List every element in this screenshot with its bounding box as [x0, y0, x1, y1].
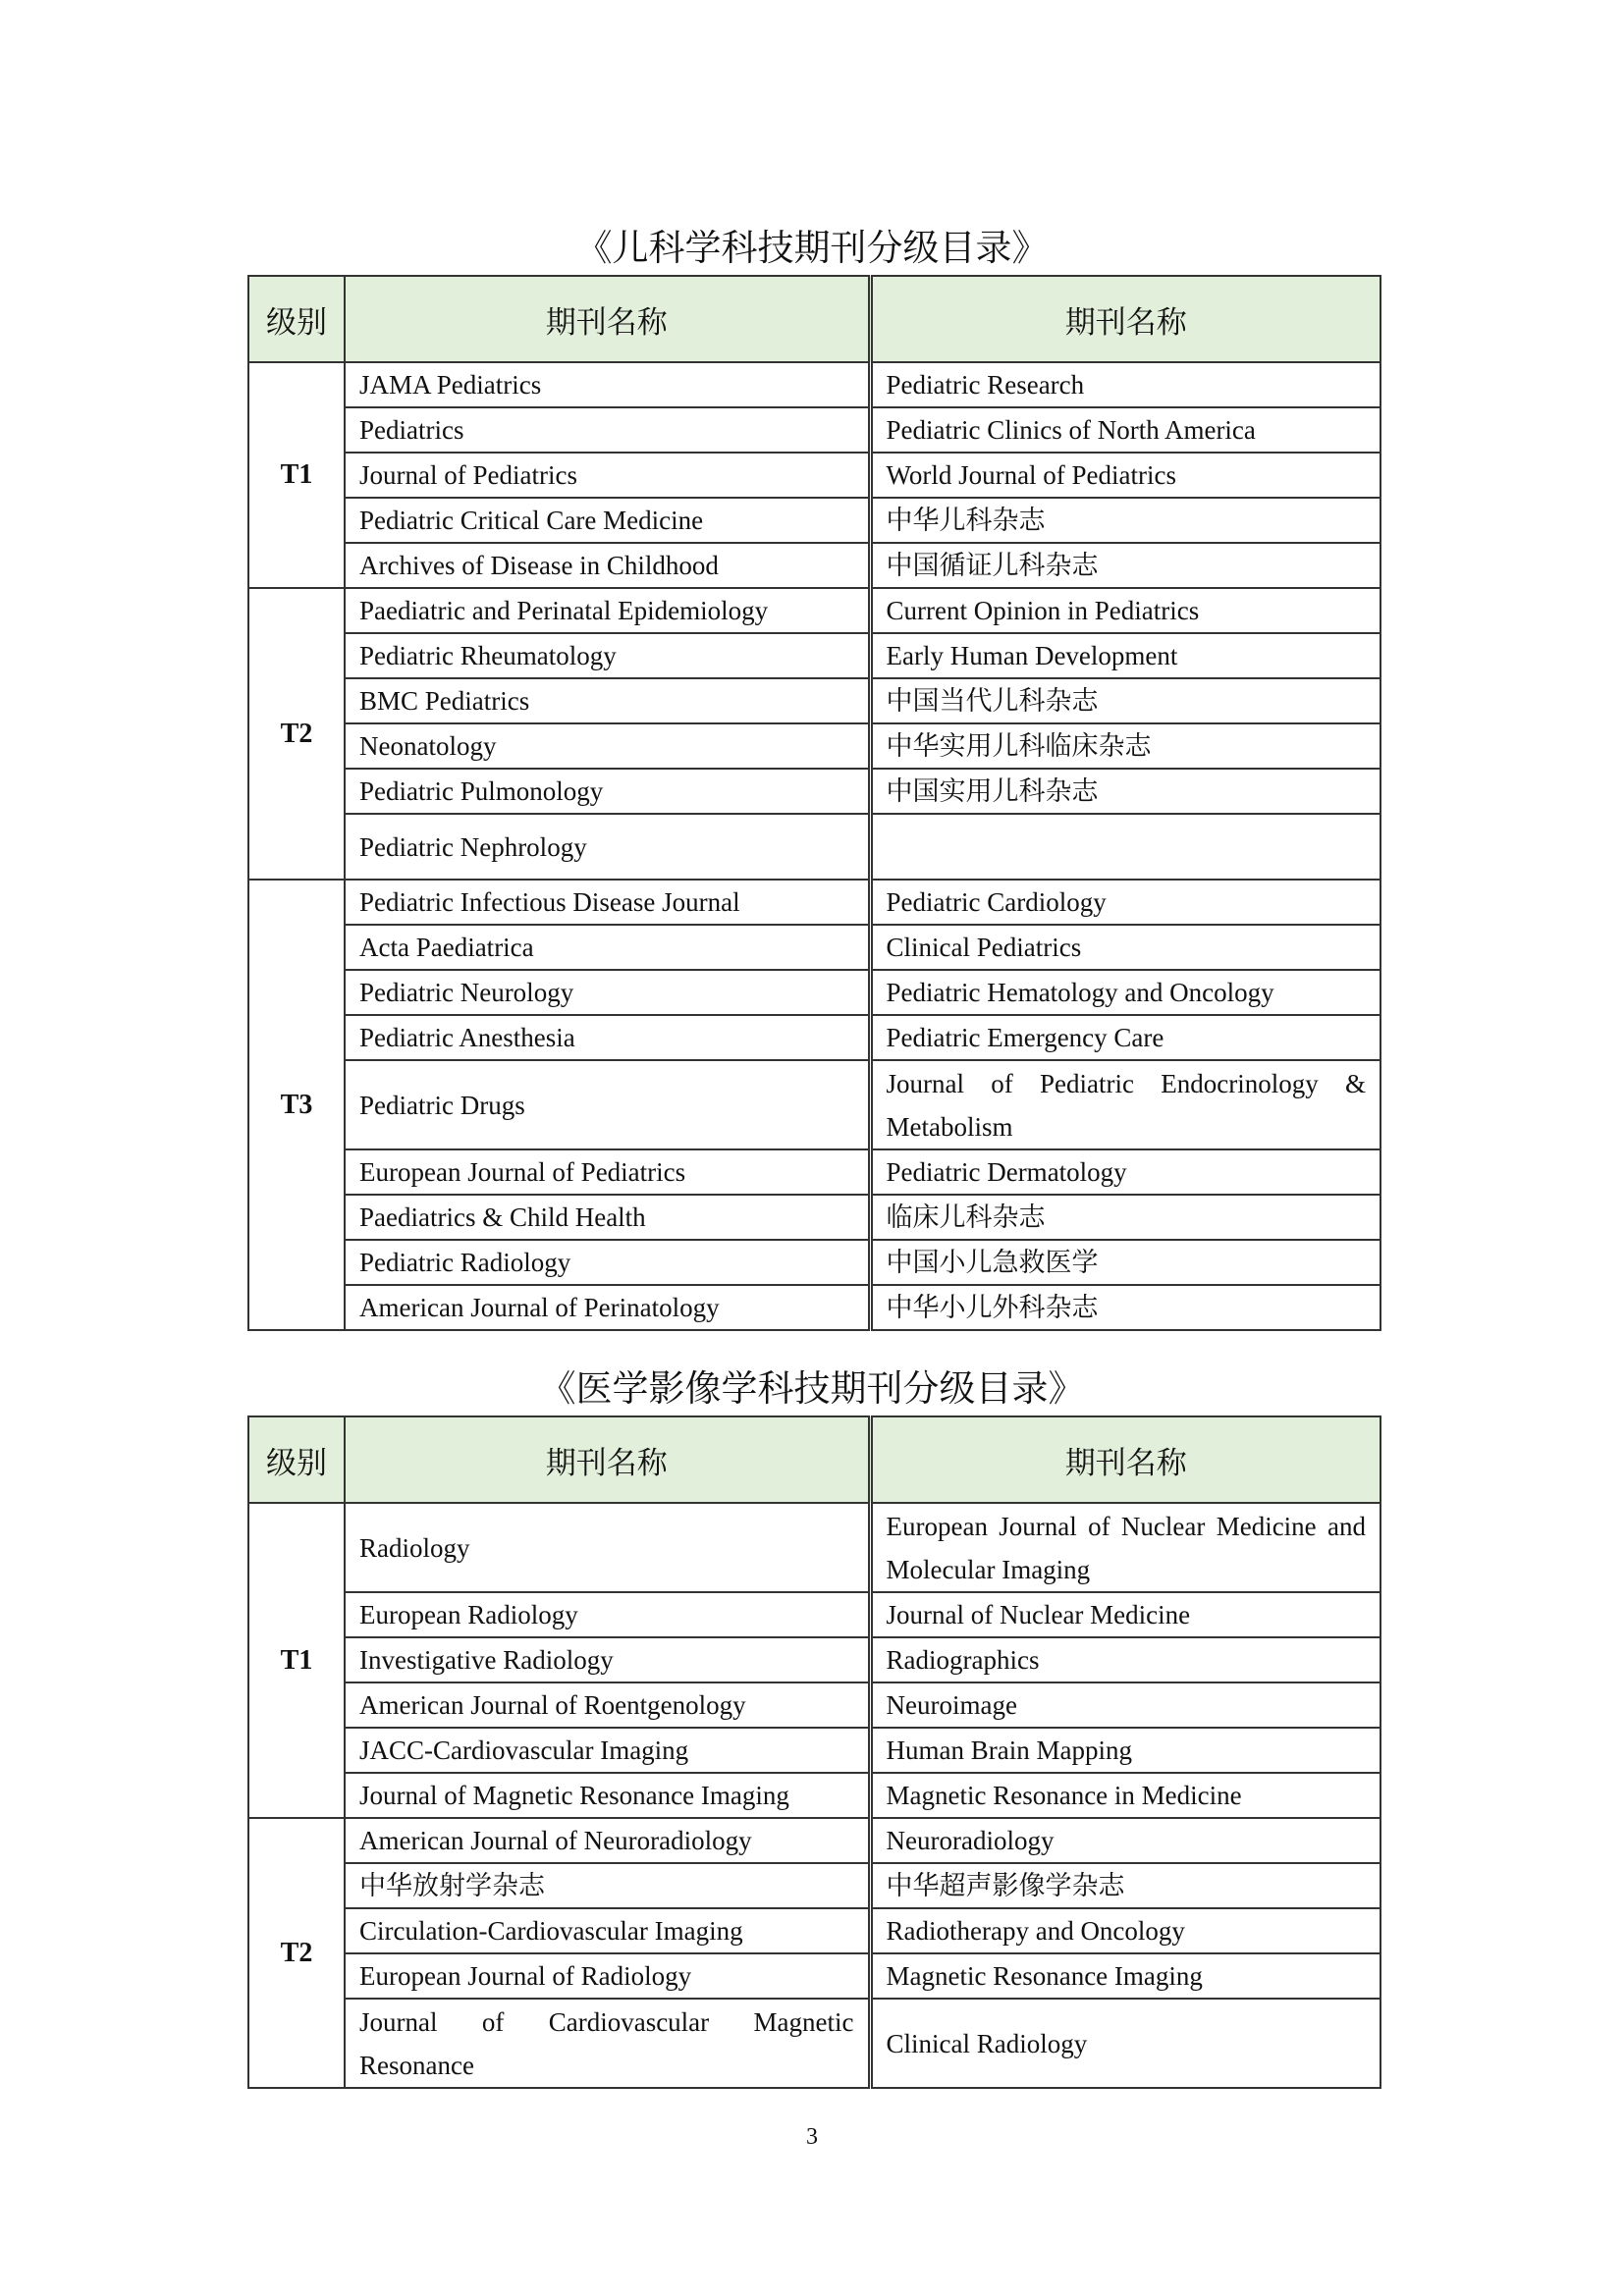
tier-label: T1 — [248, 1503, 345, 1818]
tier-label: T2 — [248, 588, 345, 880]
journal-cell: Neuroimage — [870, 1682, 1380, 1728]
section-title-medical-imaging: 《医学影像学科技期刊分级目录》 — [539, 1367, 1085, 1410]
journal-cell: Pediatric Cardiology — [870, 880, 1380, 925]
tier-label: T2 — [248, 1818, 345, 2088]
journal-cell: Pediatric Research — [870, 362, 1380, 407]
table-row — [248, 1728, 1380, 1773]
journal-cell: European Journal of Nuclear Medicine and Molecular Imaging — [870, 1503, 1380, 1592]
journal-cell: Pediatric Rheumatology — [345, 633, 870, 678]
journal-cell: American Journal of Perinatology — [345, 1285, 870, 1330]
table-row — [248, 925, 1380, 970]
journal-cell: Pediatric Clinics of North America — [870, 407, 1380, 453]
journal-cell: Pediatric Infectious Disease Journal — [345, 880, 870, 925]
journal-cell: Investigative Radiology — [345, 1637, 870, 1682]
journal-cell: Neuroradiology — [870, 1818, 1380, 1863]
table-row — [248, 814, 1380, 880]
journal-cell: Radiology — [345, 1503, 870, 1592]
table-row — [248, 407, 1380, 453]
journal-cell: Pediatric Emergency Care — [870, 1015, 1380, 1060]
journal-cell: Paediatric and Perinatal Epidemiology — [345, 588, 870, 633]
journal-cell: Pediatric Critical Care Medicine — [345, 498, 870, 543]
table-row — [248, 1818, 1380, 1863]
journal-cell: Clinical Radiology — [870, 1999, 1380, 2088]
journal-cell: Journal of Pediatric Endocrinology & Metabolism — [870, 1060, 1380, 1149]
journal-cell: 中华小儿外科杂志 — [870, 1285, 1380, 1330]
journal-cell: 中华放射学杂志 — [345, 1863, 870, 1908]
header-journal-name: 期刊名称 — [870, 1416, 1380, 1503]
page-number: 3 — [806, 2124, 818, 2150]
pediatrics-journal-table — [247, 275, 1381, 1331]
table-row — [248, 633, 1380, 678]
journal-cell: Radiotherapy and Oncology — [870, 1908, 1380, 1953]
journal-cell: 中国循证儿科杂志 — [870, 543, 1380, 588]
table-row — [248, 723, 1380, 769]
table-row — [248, 1637, 1380, 1682]
journal-cell: Pediatric Pulmonology — [345, 769, 870, 814]
journal-cell: Early Human Development — [870, 633, 1380, 678]
table-row — [248, 1908, 1380, 1953]
journal-cell: Magnetic Resonance in Medicine — [870, 1773, 1380, 1818]
table-row — [248, 1682, 1380, 1728]
journal-cell: Journal of Nuclear Medicine — [870, 1592, 1380, 1637]
journal-cell: American Journal of Neuroradiology — [345, 1818, 870, 1863]
journal-cell: Magnetic Resonance Imaging — [870, 1953, 1380, 1999]
medical-imaging-journal-table — [247, 1415, 1381, 2089]
section-title-pediatrics: 《儿科学科技期刊分级目录》 — [575, 227, 1049, 269]
journal-cell: 中国小儿急救医学 — [870, 1240, 1380, 1285]
tier-label: T3 — [248, 880, 345, 1330]
journal-cell: Journal of Magnetic Resonance Imaging — [345, 1773, 870, 1818]
header-level: 级别 — [248, 1416, 345, 1503]
journal-cell — [870, 814, 1380, 880]
table-header-row — [248, 1416, 1380, 1503]
table-header-row — [248, 276, 1380, 362]
journal-cell: Pediatric Hematology and Oncology — [870, 970, 1380, 1015]
table-row — [248, 1863, 1380, 1908]
journal-cell: World Journal of Pediatrics — [870, 453, 1380, 498]
table-row — [248, 1503, 1380, 1592]
table-row — [248, 1999, 1380, 2088]
table-row — [248, 678, 1380, 723]
journal-cell: European Journal of Pediatrics — [345, 1149, 870, 1195]
journal-cell: Pediatric Dermatology — [870, 1149, 1380, 1195]
journal-cell: American Journal of Roentgenology — [345, 1682, 870, 1728]
table-row — [248, 1195, 1380, 1240]
table-row — [248, 1953, 1380, 1999]
header-journal-name: 期刊名称 — [345, 1416, 870, 1503]
table-row — [248, 498, 1380, 543]
table-row — [248, 769, 1380, 814]
table-row — [248, 1285, 1380, 1330]
table-row — [248, 1060, 1380, 1149]
journal-cell: European Journal of Radiology — [345, 1953, 870, 1999]
journal-cell: 临床儿科杂志 — [870, 1195, 1380, 1240]
header-level: 级别 — [248, 276, 345, 362]
table-row — [248, 970, 1380, 1015]
journal-cell: Journal of Pediatrics — [345, 453, 870, 498]
journal-cell: Acta Paediatrica — [345, 925, 870, 970]
journal-cell: Pediatric Neurology — [345, 970, 870, 1015]
journal-cell: Neonatology — [345, 723, 870, 769]
journal-cell: BMC Pediatrics — [345, 678, 870, 723]
table-row — [248, 1240, 1380, 1285]
table-row — [248, 880, 1380, 925]
journal-cell: Pediatric Drugs — [345, 1060, 870, 1149]
journal-cell: Current Opinion in Pediatrics — [870, 588, 1380, 633]
journal-cell: Circulation-Cardiovascular Imaging — [345, 1908, 870, 1953]
journal-cell: 中国实用儿科杂志 — [870, 769, 1380, 814]
journal-cell: Pediatric Anesthesia — [345, 1015, 870, 1060]
journal-cell: Human Brain Mapping — [870, 1728, 1380, 1773]
journal-cell: Clinical Pediatrics — [870, 925, 1380, 970]
journal-cell: 中华超声影像学杂志 — [870, 1863, 1380, 1908]
table-row — [248, 1015, 1380, 1060]
table-row — [248, 588, 1380, 633]
journal-cell: Pediatrics — [345, 407, 870, 453]
journal-cell: European Radiology — [345, 1592, 870, 1637]
header-journal-name: 期刊名称 — [870, 276, 1380, 362]
journal-cell: 中华实用儿科临床杂志 — [870, 723, 1380, 769]
journal-cell: Archives of Disease in Childhood — [345, 543, 870, 588]
journal-cell: Paediatrics & Child Health — [345, 1195, 870, 1240]
journal-cell: Pediatric Radiology — [345, 1240, 870, 1285]
table-row — [248, 1773, 1380, 1818]
journal-cell: 中国当代儿科杂志 — [870, 678, 1380, 723]
journal-cell: JAMA Pediatrics — [345, 362, 870, 407]
table-row — [248, 543, 1380, 588]
journal-cell: Radiographics — [870, 1637, 1380, 1682]
tier-label: T1 — [248, 362, 345, 588]
journal-cell: 中华儿科杂志 — [870, 498, 1380, 543]
header-journal-name: 期刊名称 — [345, 276, 870, 362]
journal-cell: Pediatric Nephrology — [345, 814, 870, 880]
journal-cell: Journal of Cardiovascular Magnetic Resonance — [345, 1999, 870, 2088]
table-row — [248, 1149, 1380, 1195]
table-row — [248, 453, 1380, 498]
table-row — [248, 362, 1380, 407]
table-row — [248, 1592, 1380, 1637]
journal-cell: JACC-Cardiovascular Imaging — [345, 1728, 870, 1773]
